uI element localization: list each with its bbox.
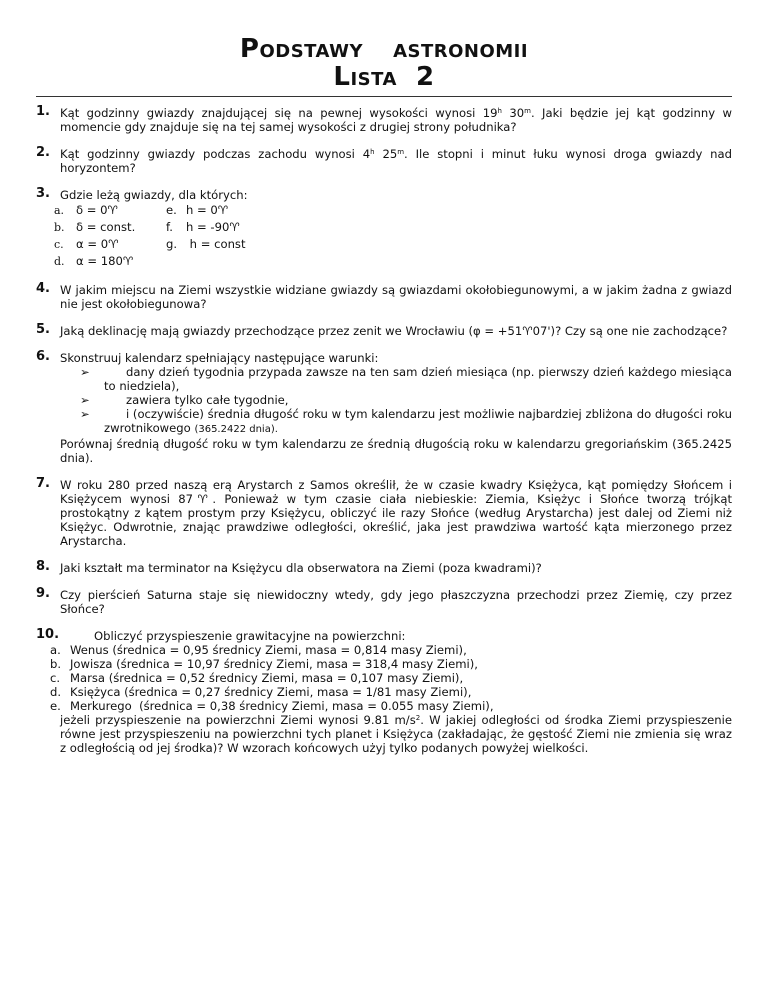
exercise-text: jeżeli przyspieszenie na powierzchni Ziemi wynosi 9.81 m/s	[60, 713, 416, 727]
sub-label: g.	[166, 237, 178, 251]
exercise-number: 9.	[36, 586, 50, 601]
title-word-2: astronomii	[393, 34, 529, 64]
sub-text: Księżyca (średnica = 0,27 średnicy Ziemi, masa = 1/81 masy Ziemi),	[70, 685, 472, 699]
sub-text: h = -90♈	[186, 220, 240, 234]
exercise-number: 5.	[36, 322, 50, 337]
title-list-number: 2	[416, 62, 435, 92]
sub-label: c.	[54, 238, 64, 251]
exercise-3	[36, 188, 732, 270]
exercise-text: Gdzie leżą gwiazdy, dla których:	[60, 188, 248, 202]
sub-text: Jowisza (średnica = 10,97 średnicy Ziemi, masa = 318,4 masy Ziemi),	[70, 657, 478, 671]
bullet-item	[60, 407, 732, 437]
sub-label: a.	[50, 643, 61, 657]
sub-row	[50, 671, 732, 685]
sub-list	[36, 643, 732, 713]
exercise-text: 30	[501, 106, 525, 120]
title-line-2	[36, 62, 732, 92]
exercise-number: 10.	[36, 627, 60, 642]
bullet-item	[60, 365, 732, 393]
sub-row	[54, 202, 726, 219]
sub-row	[50, 699, 732, 713]
exercise-text: Jaką deklinację mają gwiazdy przechodzące przez zenit we Wrocławiu (φ = +51♈07')? Czy są one nie zachodzące?	[60, 324, 728, 338]
sub-row	[50, 643, 732, 657]
sub-label: f.	[166, 220, 173, 234]
exercise-text: 25	[374, 147, 398, 161]
exercise-text: Kąt godzinny gwiazdy znajdującej się na pewnej wysokości wynosi 19	[60, 106, 498, 120]
exercise-number: 3.	[36, 186, 50, 201]
exercise-number: 1.	[36, 104, 50, 119]
sub-row	[54, 253, 726, 270]
sub-text: δ = 0♈	[76, 203, 118, 217]
title-line-1	[36, 34, 732, 64]
exercise-10	[36, 629, 732, 755]
sub-text: h = 0♈	[186, 203, 229, 217]
superscript: h	[370, 148, 375, 156]
exercise-number: 2.	[36, 145, 50, 160]
exercise-text: . Ile stopni i minut łuku wynosi droga gwiazdy nad horyzontem?	[60, 147, 732, 175]
sub-text: α = 0♈	[76, 237, 119, 251]
sub-label: a.	[54, 204, 65, 217]
bullet-item	[60, 393, 732, 407]
sub-label: e.	[50, 699, 61, 713]
exercise-text: Jaki kształt ma terminator na Księżycu dla obserwatora na Ziemi (poza kwadrami)?	[60, 561, 542, 575]
bullet-text: zawiera tylko całe tygodnie,	[126, 393, 289, 407]
sub-text: Marsa (średnica = 0,52 średnicy Ziemi, masa = 0,107 masy Ziemi),	[70, 671, 464, 685]
exercise-number: 4.	[36, 281, 50, 296]
exercise-text: Kąt godzinny gwiazdy podczas zachodu wynosi 4	[60, 147, 371, 161]
sub-row	[50, 657, 732, 671]
sub-row	[54, 219, 726, 236]
exercise-2	[36, 147, 732, 175]
exercise-text: Obliczyć przyspieszenie grawitacyjne na powierzchni:	[94, 629, 406, 643]
sub-label: b.	[54, 221, 65, 234]
sub-label: d.	[54, 255, 65, 268]
sub-text: δ = const.	[76, 220, 136, 234]
title-list-word: Lista	[333, 62, 397, 92]
superscript: m	[524, 107, 531, 115]
exercise-number: 8.	[36, 559, 50, 574]
sub-text: α = 180♈	[76, 254, 134, 268]
exercise-list	[36, 106, 732, 768]
exercise-1	[36, 106, 732, 134]
exercise-number: 6.	[36, 349, 50, 364]
exercise-5	[36, 324, 732, 338]
superscript: h	[497, 107, 502, 115]
sub-label: d.	[50, 685, 62, 699]
exercise-text: Skonstruuj kalendarz spełniający następujące warunki:	[60, 351, 379, 365]
superscript: m	[397, 148, 405, 156]
sub-label: c.	[50, 671, 61, 685]
exercise-7	[36, 478, 732, 548]
bullet-text: i (oczywiście) średnia długość roku w tym kalendarzu jest możliwie najbardziej zbliżona do długości roku zwrotnikowego	[104, 407, 732, 435]
exercise-text: Czy pierścień Saturna staje się niewidoczny wtedy, gdy jego płaszczyzna przechodzi przez Ziemię, czy przez Słońce?	[60, 588, 732, 616]
bullet-text: dany dzień tygodnia przypada zawsze na ten sam dzień miesiąca (np. pierwszy dzień każdego miesiąca to niedziela),	[104, 365, 732, 393]
exercise-number: 7.	[36, 476, 50, 491]
arrow-bullet-icon: ➢	[80, 393, 90, 407]
exercise-text: W jakim miejscu na Ziemi wszystkie widziane gwiazdy są gwiazdami okołobiegunowymi, a w jakim żadna z gwiazd nie jest okołobiegunowa?	[60, 283, 732, 311]
sub-text: Merkurego (średnica = 0,38 średnicy Ziemi, masa = 0.055 masy Ziemi),	[70, 699, 494, 713]
exercise-text-block	[36, 713, 732, 755]
arrow-bullet-icon: ➢	[80, 365, 90, 379]
sub-row	[50, 685, 732, 699]
sub-text: h = const	[186, 237, 246, 251]
exercise-9	[36, 588, 732, 616]
exercise-text: . Jaki będzie jej kąt godzinny w momencie gdy znajduje się na tej samej wysokości z drugiej strony południka?	[60, 106, 732, 134]
exercise-4	[36, 283, 732, 311]
exercise-6	[36, 351, 732, 465]
sub-text: Wenus (średnica = 0,95 średnicy Ziemi, masa = 0,814 masy Ziemi),	[70, 643, 467, 657]
superscript: 2	[415, 714, 421, 722]
sub-label: e.	[166, 203, 177, 217]
exercise-text: . W jakiej odległości od środka Ziemi przyspieszenie równe jest przyspieszeniu na powierzchni tych planet i Księżyca (zakładając, że gęstość Ziemi nie zmienia się wraz z odległością od jej środka)? W wzorach końcowych użyj tylko podanych powyżej wielkości.	[60, 713, 732, 755]
exercise-text: Porównaj średnią długość roku w tym kalendarzu ze średnią długością roku w kalendarzu gregoriańskim (365.2425 dnia).	[60, 437, 732, 465]
exercise-8	[36, 561, 732, 575]
exercise-text: W roku 280 przed naszą erą Arystarch z Samos określił, że w czasie kwadry Księżyca, kąt pomiędzy Słońcem i Księżycem wynosi 87♈. Ponieważ w tym czasie ciała niebieskie: Ziemia, Księżyc i Słońce tworzą trójkąt prostokątny z kątem prostym przy Księżycu, obliczyć ile razy Słońce (według Arystarcha) jest dalej od Ziemi niż Księżyc. Odwrotnie, znając prawdziwe odległości, określić, jaka jest prawdziwa wartość kąta mierzonego przez Arystarcha.	[60, 478, 732, 548]
sub-row	[54, 236, 726, 253]
title-word-1: Podstawy	[239, 34, 364, 64]
arrow-bullet-icon: ➢	[80, 407, 90, 421]
title-divider	[36, 96, 732, 97]
sub-label: b.	[50, 657, 62, 671]
bullet-text-small: (365.2422 dnia).	[194, 424, 278, 435]
